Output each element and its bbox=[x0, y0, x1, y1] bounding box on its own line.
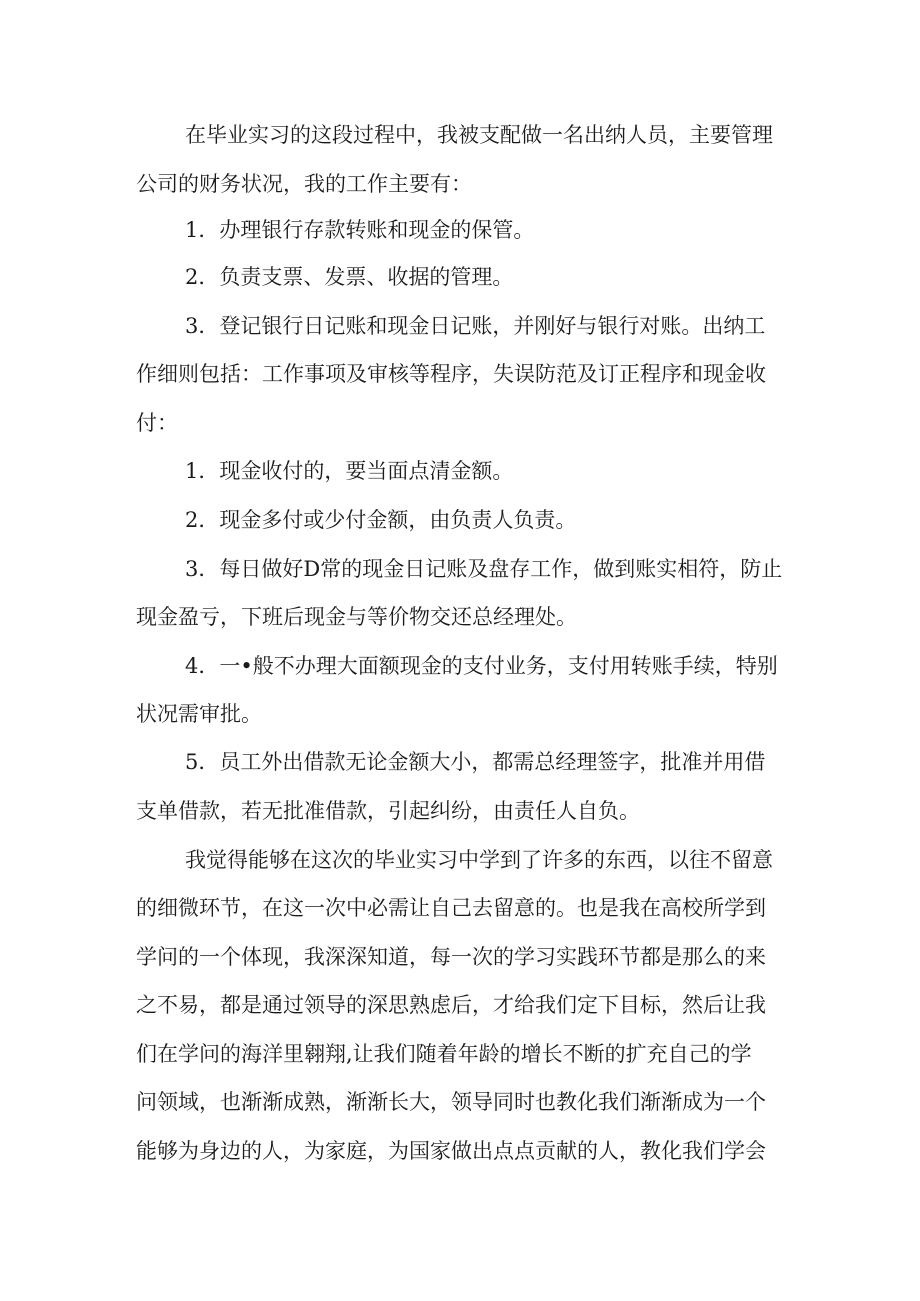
text-line: 在毕业实习的这段过程中，我被支配做一名出纳人员，主要管理 bbox=[185, 123, 773, 147]
text-line: 1．现金收付的，要当面点清金额。 bbox=[185, 459, 514, 483]
text-line: 支单借款，若无批准借款，引起纠纷，由责任人自负。 bbox=[136, 799, 640, 823]
text-line: 付： bbox=[136, 411, 178, 435]
text-line: 2．负责支票、发票、收据的管理。 bbox=[185, 265, 514, 289]
text-line: 之不易，都是通过领导的深思熟虑后，才给我们定下目标，然后让我 bbox=[136, 993, 766, 1017]
text-line: 5．员工外出借款无论金额大小，都需总经理签字，批准并用借 bbox=[185, 750, 766, 774]
text-line: 4．一•般不办理大面额现金的支付业务，支付用转账手续，特别 bbox=[185, 654, 778, 678]
text-line: 问领域，也渐渐成熟，渐渐长大，领导同时也教化我们渐渐成为一个 bbox=[136, 1090, 766, 1114]
text-line: 现金盈亏，下班后现金与等价物交还总经理处。 bbox=[136, 605, 577, 629]
text-line: 3．登记银行日记账和现金日记账，并刚好与银行对账。出纳工 bbox=[185, 314, 766, 338]
text-line: 2．现金多付或少付金额，由负责人负责。 bbox=[185, 508, 577, 532]
text-line: 状况需审批。 bbox=[136, 702, 262, 726]
text-line: 1．办理银行存款转账和现金的保管。 bbox=[185, 218, 535, 242]
text-line: 学问的一个体现，我深深知道，每一次的学习实践环节都是那么的来 bbox=[136, 945, 766, 969]
text-line: 作细则包括：工作事项及审核等程序，失误防范及订正程序和现金收 bbox=[136, 362, 766, 386]
text-line: 们在学问的海洋里翱翔,让我们随着年龄的增长不断的扩充自己的学 bbox=[136, 1042, 752, 1066]
text-line: 3．每日做好D常的现金日记账及盘存工作，做到账实相符，防止 bbox=[185, 557, 783, 581]
text-line: 我觉得能够在这次的毕业实习中学到了许多的东西，以往不留意 bbox=[185, 848, 773, 872]
text-line: 的细微环节，在这一次中必需让自己去留意的。也是我在高校所学到 bbox=[136, 896, 766, 920]
text-line: 能够为身边的人，为家庭，为国家做出点点贡献的人，教化我们学会 bbox=[136, 1139, 766, 1163]
text-line: 公司的财务状况，我的工作主要有： bbox=[136, 172, 472, 196]
